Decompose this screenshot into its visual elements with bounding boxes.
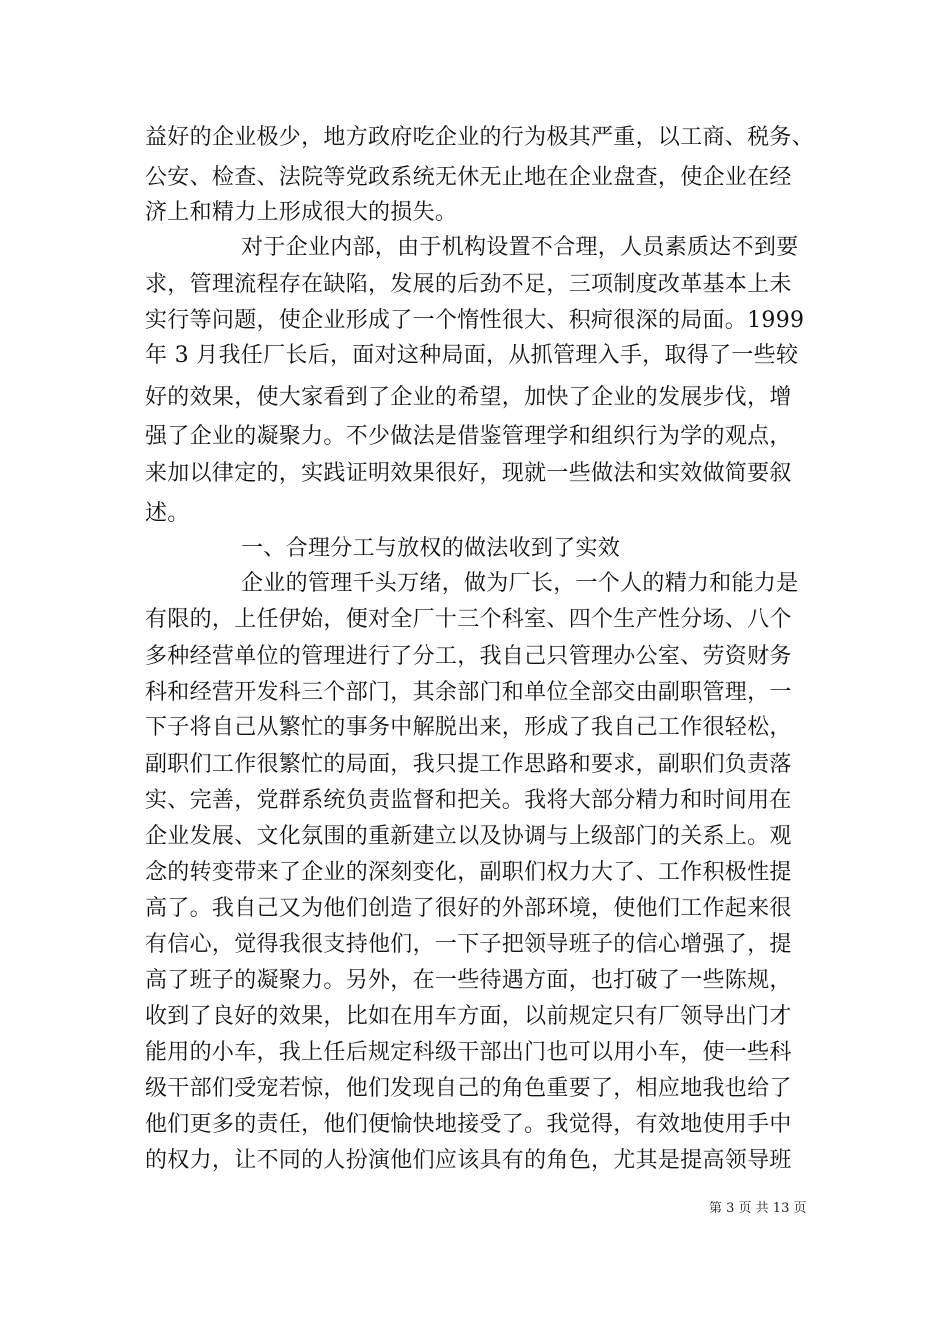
body-text-line: 收到了良好的效果，比如在用车方面，以前规定只有厂领导出门才 [145, 1004, 792, 1029]
body-text-line: 有信心，觉得我很支持他们，一下子把领导班子的信心增强了，提 [145, 932, 792, 957]
paragraph-first-line: 对于企业内部，由于机构设置不合理，人员素质达不到要 [241, 235, 799, 260]
body-text-line: 公安、检查、法院等党政系统无休无止地在企业盘查，使企业在经 [145, 165, 792, 190]
body-text-line: 益好的企业极少，地方政府吃企业的行为极其严重，以工商、税务、 [145, 125, 815, 150]
body-text-line: 念的转变带来了企业的深刻变化，副职们权力大了、工作积极性提 [145, 860, 792, 885]
body-text-line: 能用的小车，我上任后规定科级干部出门也可以用小车，使一些科 [145, 1040, 792, 1065]
body-text-line: 好的效果，使大家看到了企业的希望，加快了企业的发展步伐，增 [145, 385, 792, 410]
body-text-line: 他们更多的责任，他们便愉快地接受了。我觉得，有效地使用手中 [145, 1112, 792, 1137]
body-text-line: 述。 [145, 501, 190, 526]
body-text-line: 实、完善，党群系统负责监督和把关。我将大部分精力和时间用在 [145, 788, 792, 813]
body-text-line: 实行等问题，使企业形成了一个惰性很大、积疴很深的局面。1999 [145, 308, 805, 333]
body-text-line: 有限的，上任伊始，便对全厂十三个科室、四个生产性分场、八个 [145, 607, 792, 632]
body-text-line: 级干部们受宠若惊，他们发现自己的角色重要了，相应地我也给了 [145, 1076, 792, 1101]
body-text-line: 求，管理流程存在缺陷，发展的后劲不足，三项制度改革基本上未 [145, 272, 792, 297]
body-text-line: 多种经营单位的管理进行了分工，我自己只管理办公室、劳资财务 [145, 644, 792, 669]
body-text-line: 下子将自己从繁忙的事务中解脱出来，形成了我自己工作很轻松， [145, 715, 792, 740]
body-text-line: 年 3 月我任厂长后，面对这种局面，从抓管理入手，取得了一些较 [145, 343, 799, 368]
body-text-line: 来加以律定的，实践证明效果很好，现就一些做法和实效做简要叙 [145, 461, 792, 486]
body-text-line: 高了。我自己又为他们创造了很好的外部环境，使他们工作起来很 [145, 896, 792, 921]
body-text-line: 济上和精力上形成很大的损失。 [145, 200, 458, 225]
section-heading: 一、合理分工与放权的做法收到了实效 [241, 536, 621, 561]
page-number-footer: 第 3 页 共 13 页 [709, 1201, 807, 1216]
body-text-line: 高了班子的凝聚力。另外，在一些待遇方面，也打破了一些陈规， [145, 968, 792, 993]
body-text-line: 企业发展、文化氛围的重新建立以及协调与上级部门的关系上。观 [145, 824, 792, 849]
body-text-line: 强了企业的凝聚力。不少做法是借鉴管理学和组织行为学的观点， [145, 424, 792, 449]
paragraph-first-line: 企业的管理千头万绪，做为厂长，一个人的精力和能力是 [241, 571, 799, 596]
body-text-line: 副职们工作很繁忙的局面，我只提工作思路和要求，副职们负责落 [145, 752, 792, 777]
body-text-line: 科和经营开发科三个部门，其余部门和单位全部交由副职管理，一 [145, 680, 792, 705]
body-text-line: 的权力，让不同的人扮演他们应该具有的角色，尤其是提高领导班 [145, 1148, 792, 1173]
